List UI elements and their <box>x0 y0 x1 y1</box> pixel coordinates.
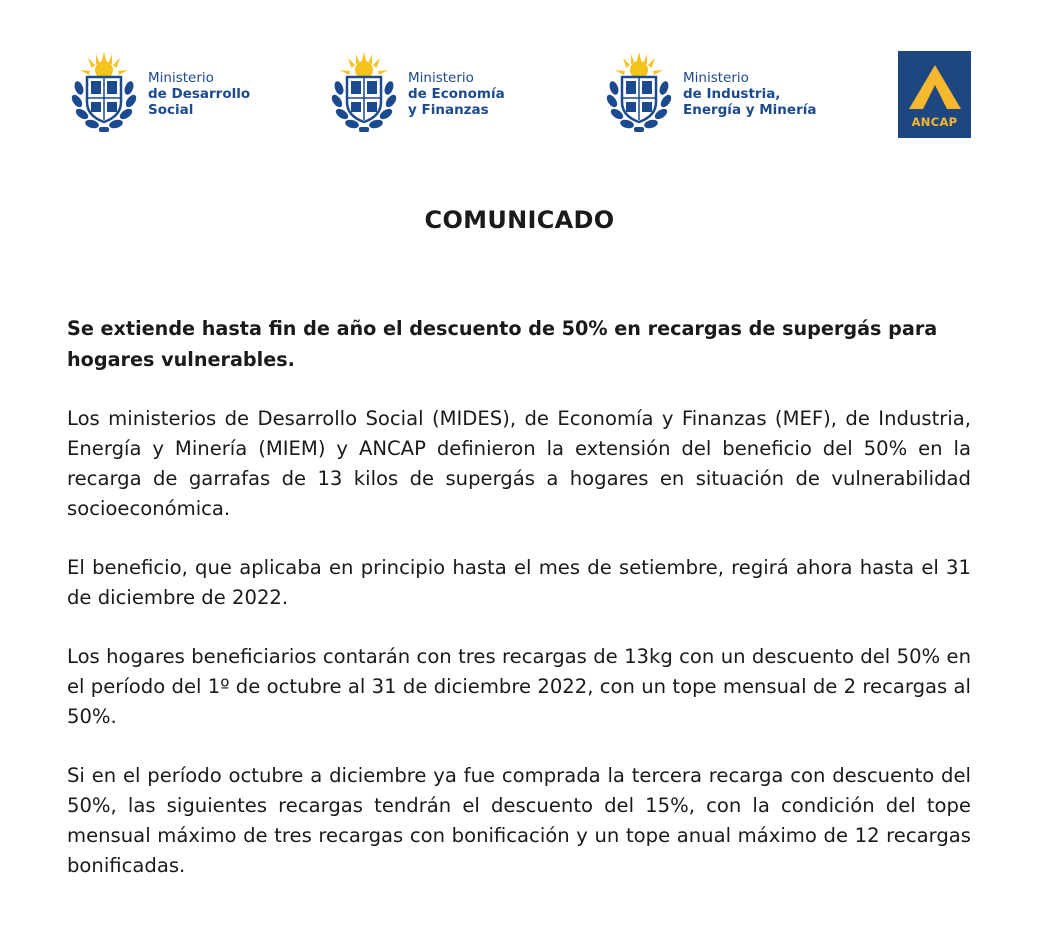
body-paragraph-2: El beneficio, que aplicaba en principio hasta el mes de setiembre, regirá ahora hasta el 31 de diciembre de 2022. <box>67 556 971 609</box>
body-paragraph-3: Los hogares beneficiarios contarán con tres recargas de 13kg con un descuento del 50% en el período del 1º de octubre al 31 de diciembre 2022, con un tope mensual de 2 recargas al 50%. <box>67 645 971 728</box>
miem-line2: de Industria, <box>683 86 781 102</box>
mef-logo <box>328 50 505 138</box>
ancap-triangle-icon <box>907 63 963 111</box>
mef-logo-text <box>408 70 505 118</box>
coat-of-arms-icon <box>603 50 675 138</box>
body-paragraph-1: Los ministerios de Desarrollo Social (MIDES), de Economía y Finanzas (MEF), de Industria, Energía y Minería (MIEM) y ANCAP definieron la extensión del beneficio del 50% en la recarga de garrafas de 13 kilos de supergás a hogares en situación de vulnerabilidad socioeconómica. <box>67 407 971 520</box>
document-title: COMUNICADO <box>424 206 615 234</box>
mides-logo-text <box>148 70 250 118</box>
mides-line2: de Desarrollo <box>148 86 251 102</box>
miem-logo-text <box>683 70 816 118</box>
miem-logo <box>603 50 816 138</box>
lead-paragraph: Se extiende hasta fin de año el descuento de 50% en recargas de supergás para hogares vulnerables. <box>67 317 938 371</box>
document-body <box>67 313 971 910</box>
ancap-label: ANCAP <box>911 115 958 129</box>
mef-line2: de Economía <box>408 86 505 102</box>
header-logos <box>0 48 1039 140</box>
coat-of-arms-icon <box>68 50 140 138</box>
coat-of-arms-icon <box>328 50 400 138</box>
mides-line1: Ministerio <box>148 70 214 86</box>
body-paragraph-4: Si en el período octubre a diciembre ya fue comprada la tercera recarga con descuento del 50%, las siguientes recargas tendrán el descuento del 15%, con la condición del tope mensual máximo de tres recargas con bonificación y un tope anual máximo de 12 recargas bonificadas. <box>67 764 971 877</box>
miem-line3: Energía y Minería <box>683 102 817 118</box>
mef-line1: Ministerio <box>408 70 474 86</box>
mef-line3: y Finanzas <box>408 102 489 118</box>
miem-line1: Ministerio <box>683 70 749 86</box>
ancap-logo <box>898 51 971 138</box>
mides-logo <box>68 50 250 138</box>
mides-line3: Social <box>148 102 194 118</box>
